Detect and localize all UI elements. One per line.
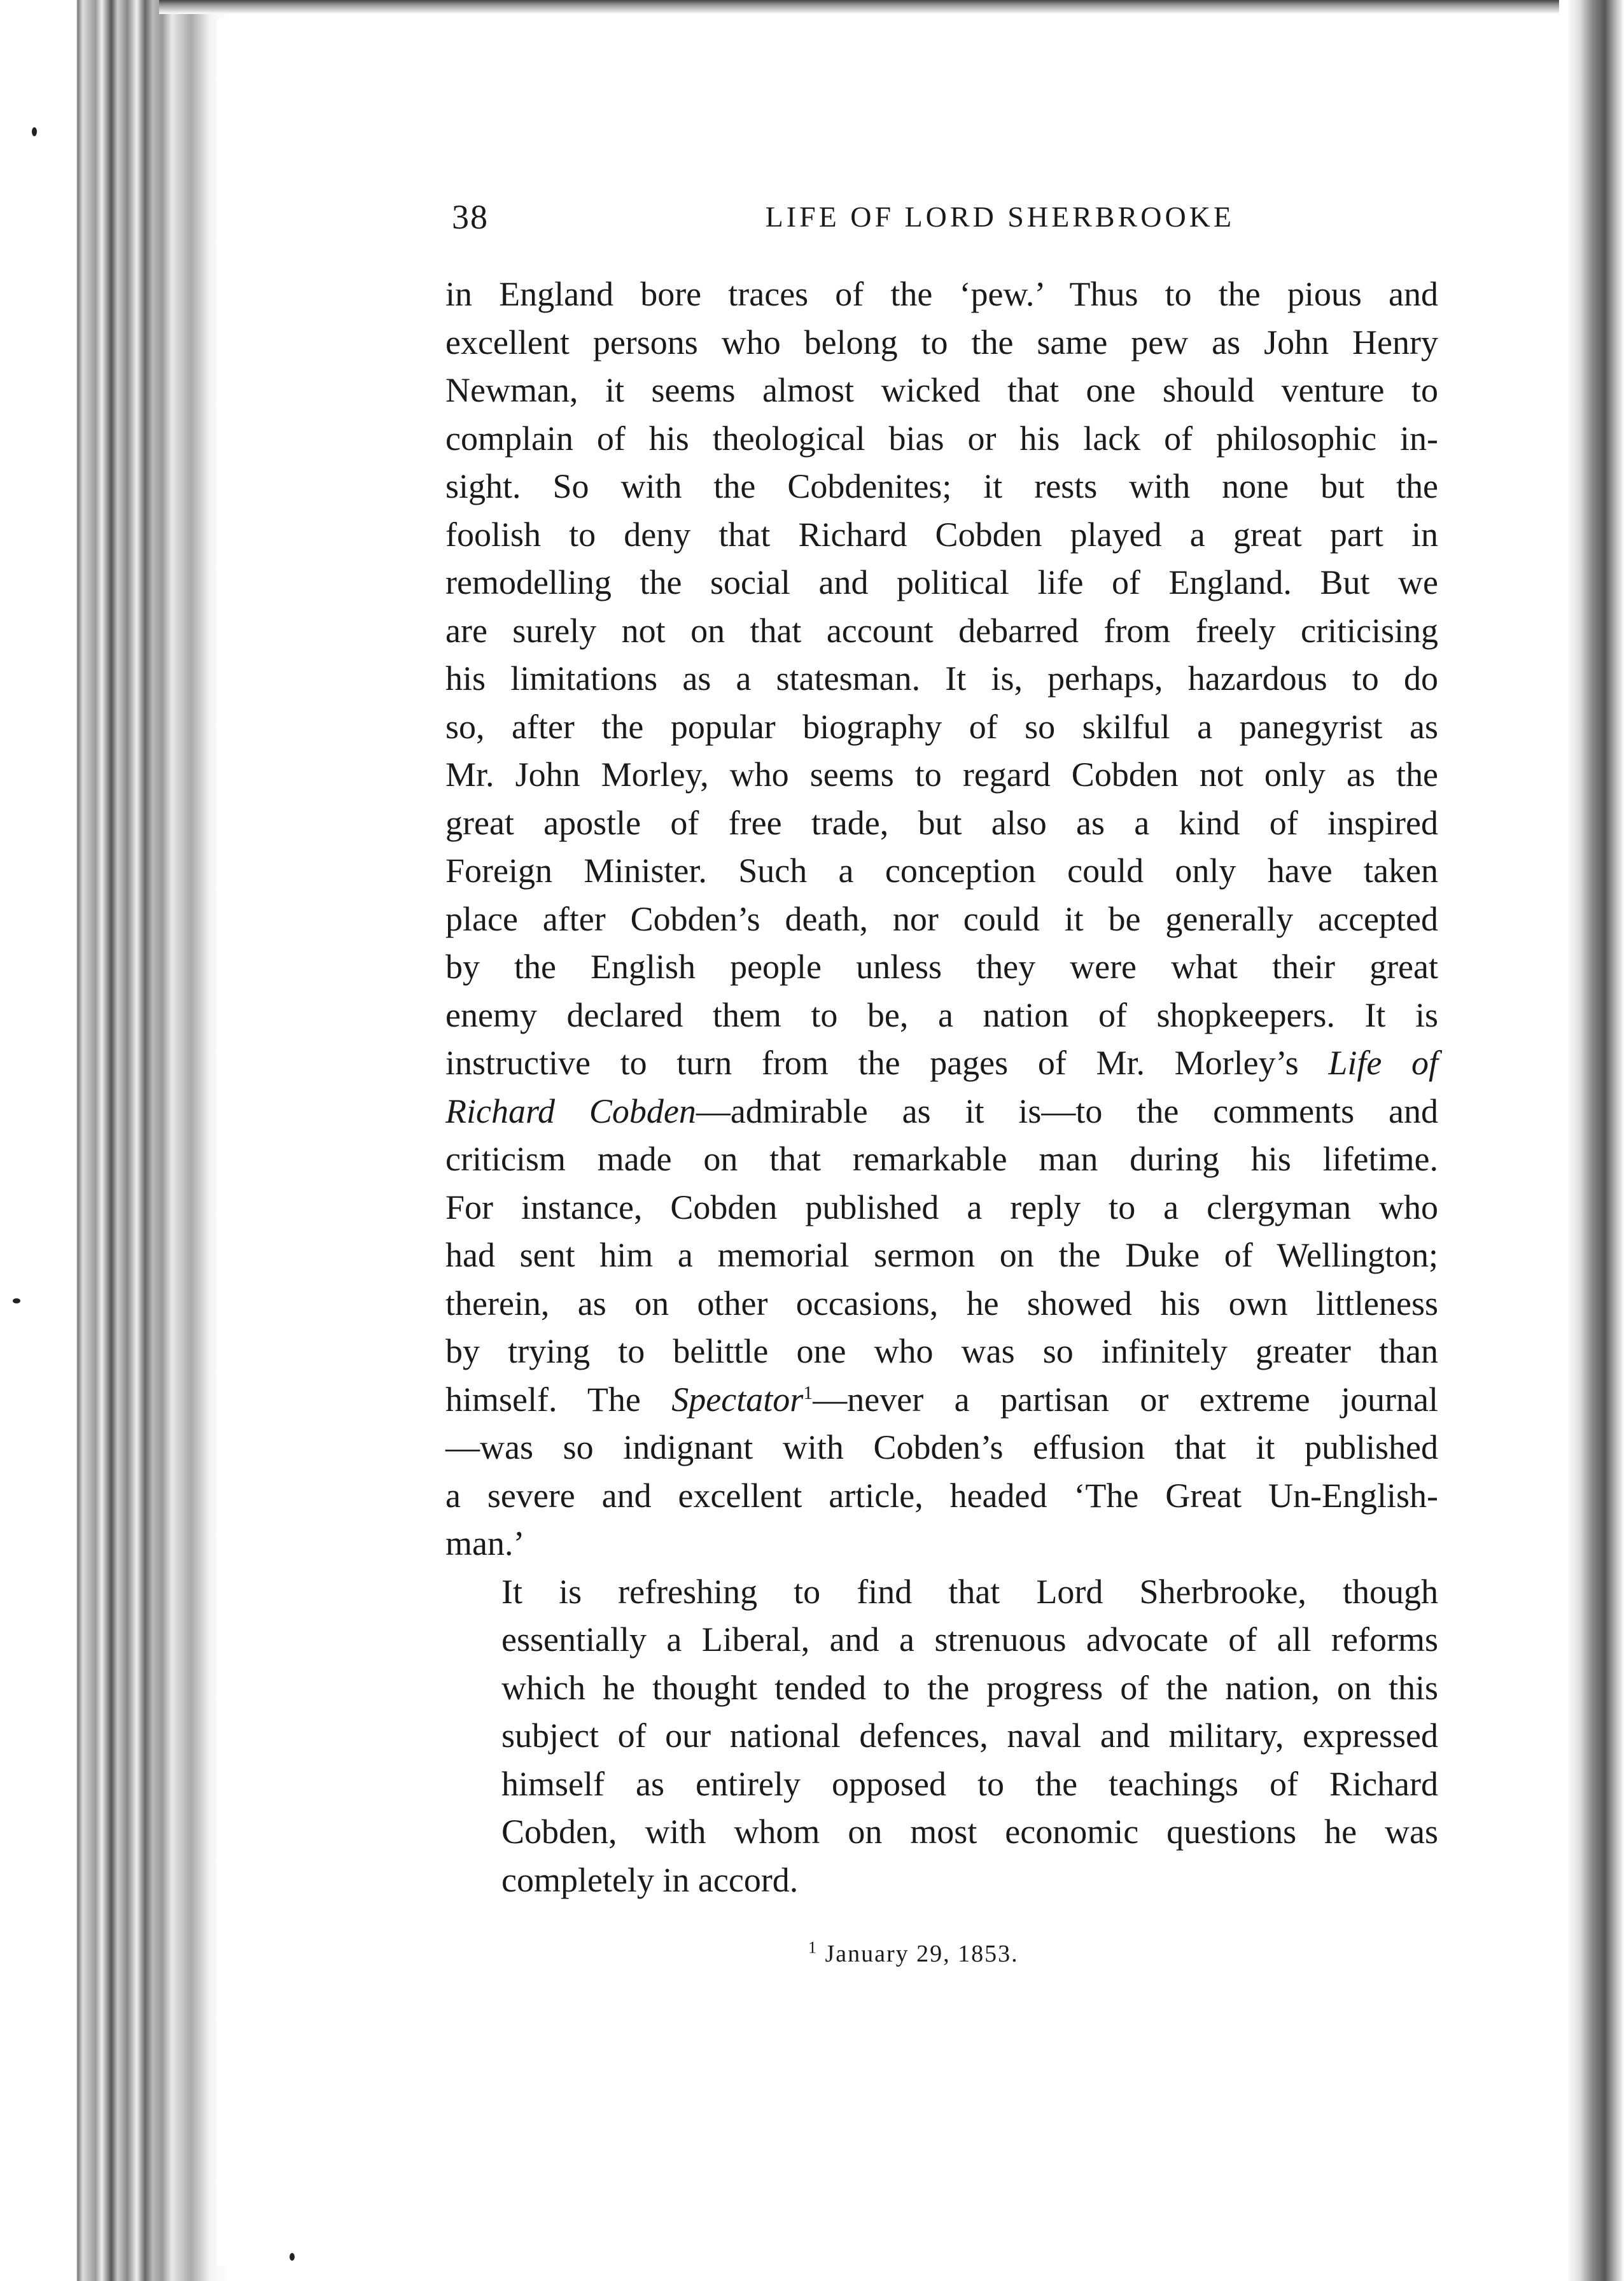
text-line: by trying to belittle one who was so infinitely greater than bbox=[445, 1332, 1438, 1370]
text-line: place after Cobden’s death, nor could it be generally accepted bbox=[445, 899, 1438, 938]
text-line: are surely not on that account debarred from freely criticising bbox=[445, 611, 1438, 650]
text-line bbox=[445, 1376, 1438, 1424]
text-line: subject of our national defences, naval and military, expressed bbox=[501, 1716, 1438, 1755]
page-body-text bbox=[445, 270, 1438, 1904]
book-title-italic: Richard Cobden bbox=[445, 1091, 696, 1130]
text-line: essentially a Liberal, and a strenuous advocate of all reforms bbox=[501, 1620, 1438, 1659]
scan-speck bbox=[13, 1298, 20, 1303]
book-edge-right bbox=[1567, 0, 1624, 2281]
book-edge-left bbox=[0, 0, 229, 2281]
text-line bbox=[445, 1039, 1438, 1088]
text-line: his limitations as a statesman. It is, perhaps, hazardous to do bbox=[445, 659, 1438, 698]
footnote-marker: 1 bbox=[808, 1938, 818, 1957]
footnote-text: January 29, 1853. bbox=[825, 1941, 1019, 1967]
text-line: foolish to deny that Richard Cobden played a great part in bbox=[445, 515, 1438, 554]
text-line: complain of his theological bias or his lack of philosophic in- bbox=[445, 419, 1438, 458]
book-title-italic: Life of bbox=[1328, 1044, 1438, 1082]
text-line: Mr. John Morley, who seems to regard Cobden not only as the bbox=[445, 755, 1438, 794]
footnote-marker: 1 bbox=[803, 1382, 813, 1403]
text-line: —was so indignant with Cobden’s effusion that it published bbox=[445, 1428, 1438, 1466]
text-line: so, after the popular biography of so skilful a panegyrist as bbox=[445, 707, 1438, 746]
journal-title-italic: Spectator bbox=[671, 1380, 804, 1419]
text-line: criticism made on that remarkable man during his lifetime. bbox=[445, 1140, 1438, 1178]
text-run: —never a partisan or extreme journal bbox=[813, 1380, 1439, 1419]
page-number: 38 bbox=[452, 198, 489, 236]
footnote bbox=[808, 1940, 1019, 1968]
text-line: himself as entirely opposed to the teachings of Richard bbox=[501, 1764, 1438, 1803]
text-line: completely in accord. bbox=[501, 1860, 799, 1899]
text-line: Cobden, with whom on most economic questions he was bbox=[501, 1813, 1438, 1851]
text-line: man.’ bbox=[445, 1524, 525, 1562]
text-run: himself. The bbox=[445, 1380, 672, 1419]
book-edge-top bbox=[159, 0, 1559, 14]
text-run: instructive to turn from the pages of Mr. Morley’s bbox=[445, 1044, 1329, 1082]
scan-speck bbox=[290, 2253, 295, 2261]
text-line: a severe and excellent article, headed ‘The Great Un-English- bbox=[445, 1476, 1438, 1515]
text-line: Newman, it seems almost wicked that one should venture to bbox=[445, 371, 1438, 409]
text-run: —admirable as it is—to the comments and bbox=[696, 1091, 1438, 1130]
text-line: had sent him a memorial sermon on the Duke of Wellington; bbox=[445, 1236, 1438, 1274]
text-line: excellent persons who belong to the same pew as John Henry bbox=[445, 323, 1438, 361]
running-head-title: LIFE OF LORD SHERBROOKE bbox=[765, 200, 1235, 233]
text-line: It is refreshing to find that Lord Sherbrooke, though bbox=[501, 1572, 1438, 1611]
running-head bbox=[452, 197, 1235, 242]
text-line: remodelling the social and political life of England. But we bbox=[445, 563, 1438, 601]
text-line: by the English people unless they were what their great bbox=[445, 948, 1438, 986]
text-line: great apostle of free trade, but also as a kind of inspired bbox=[445, 803, 1438, 842]
text-line: which he thought tended to the progress of the nation, on this bbox=[501, 1668, 1438, 1707]
text-line: in England bore traces of the ‘pew.’ Thus to the pious and bbox=[445, 275, 1438, 313]
text-line: sight. So with the Cobdenites; it rests with none but the bbox=[445, 467, 1438, 505]
paragraph-2 bbox=[445, 1568, 1438, 1905]
text-line bbox=[445, 1088, 1438, 1136]
paragraph-1 bbox=[445, 270, 1438, 1568]
text-line: Foreign Minister. Such a conception could only have taken bbox=[445, 852, 1438, 890]
text-line: enemy declared them to be, a nation of shopkeepers. It is bbox=[445, 995, 1438, 1034]
text-line: For instance, Cobden published a reply to a clergyman who bbox=[445, 1188, 1438, 1226]
text-line: therein, as on other occasions, he showed his own littleness bbox=[445, 1284, 1438, 1323]
scan-speck bbox=[32, 127, 37, 136]
